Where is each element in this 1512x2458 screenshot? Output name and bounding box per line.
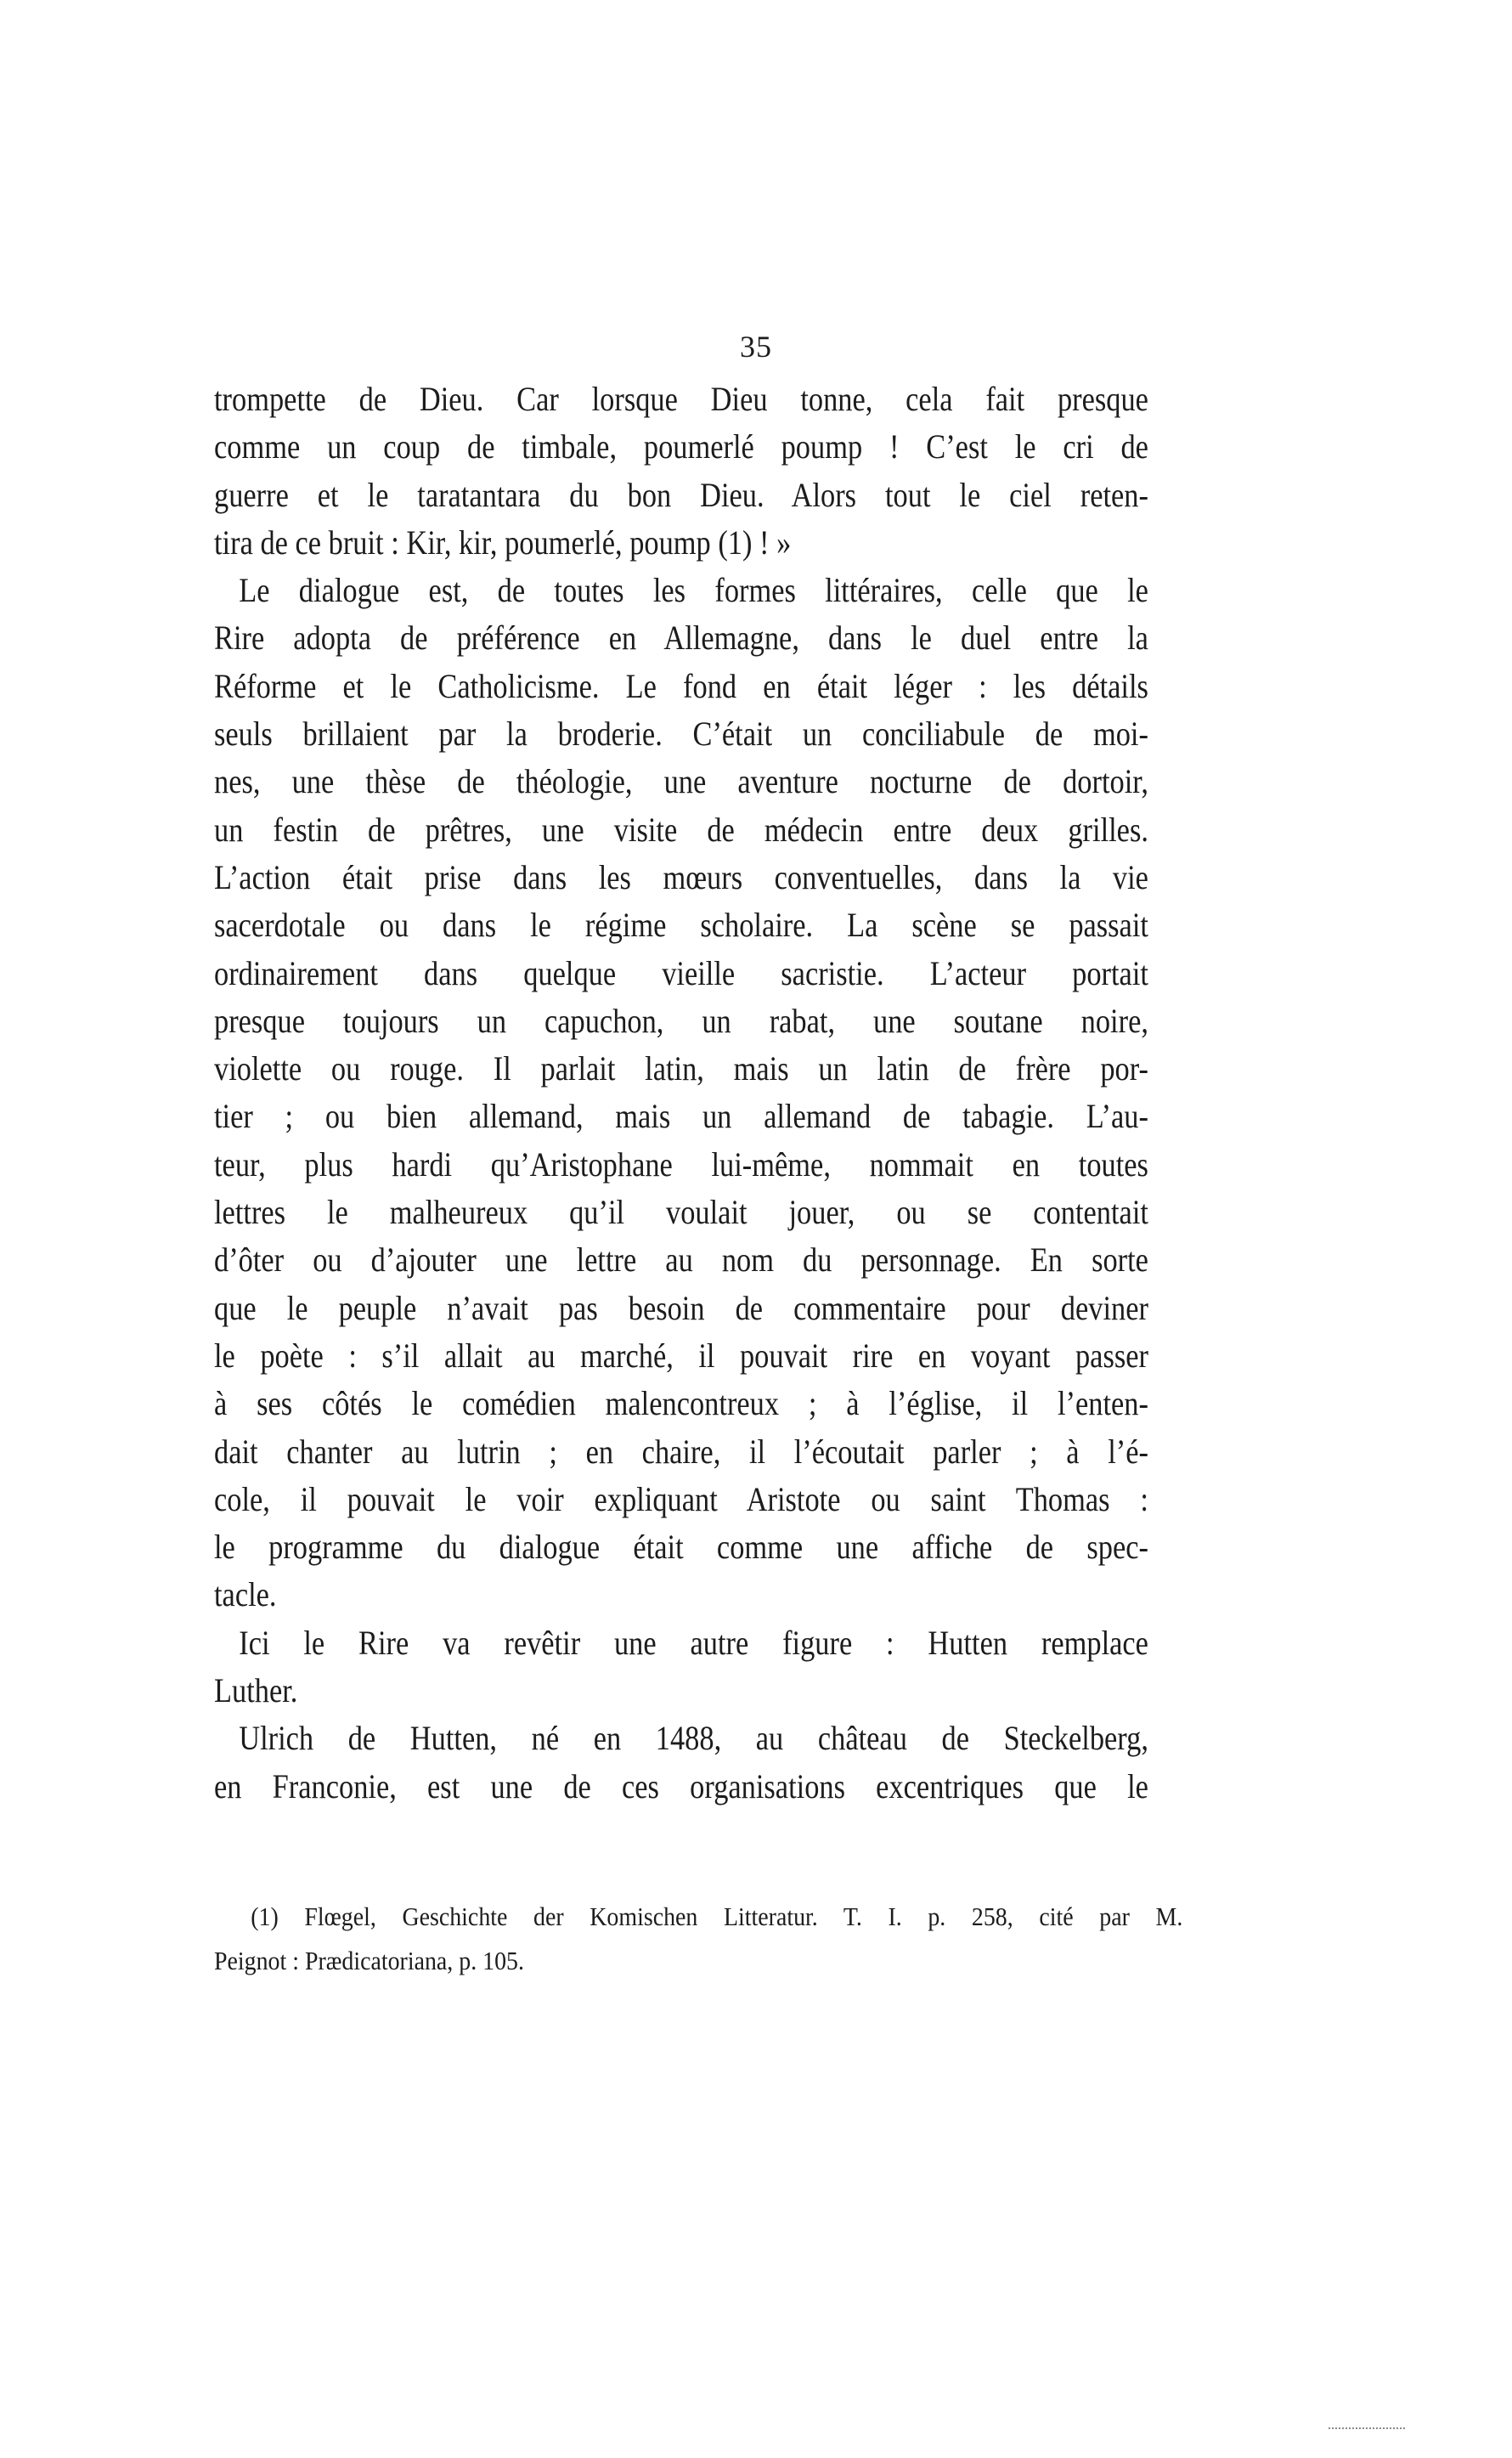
text-line: trompette de Dieu. Car lorsque Dieu tonne, cela fait presque: [214, 380, 1148, 418]
text-line: presque toujours un capuchon, un rabat, une soutane noire,: [214, 1001, 1148, 1040]
text-line: Ulrich de Hutten, né en 1488, au château de Steckelberg,: [239, 1719, 1148, 1758]
text-line: cole, il pouvait le voir expliquant Aristote ou saint Thomas :: [214, 1479, 1148, 1518]
body-text: [214, 376, 1148, 1811]
text-line: le programme du dialogue était comme une affiche de spec-: [214, 1528, 1148, 1567]
text-line: Le dialogue est, de toutes les formes littéraires, celle que le: [239, 571, 1148, 610]
text-line: seuls brillaient par la broderie. C’était un conciliabule de moi-: [214, 715, 1148, 754]
text-line: en Franconie, est une de ces organisations excentriques que le: [214, 1766, 1148, 1805]
footnote-line: (1) Flœgel, Geschichte der Komischen Litteratur. T. I. p. 258, cité par M.: [251, 1901, 1183, 1931]
page-number: 35: [740, 330, 772, 364]
text-line: Rire adopta de préférence en Allemagne, dans le duel entre la: [214, 619, 1148, 658]
text-line: à ses côtés le comédien malencontreux ; à l’église, il l’enten-: [214, 1384, 1148, 1423]
footnote: [214, 1895, 1182, 1983]
text-line: Réforme et le Catholicisme. Le fond en était léger : les détails: [214, 666, 1148, 705]
text-line: un festin de prêtres, une visite de médecin entre deux grilles.: [214, 810, 1148, 849]
text-line: sacerdotale ou dans le régime scholaire. La scène se passait: [214, 906, 1148, 945]
text-line: L’action était prise dans les mœurs conventuelles, dans la vie: [214, 857, 1148, 896]
footnote-line: Peignot : Prædicatoriana, p. 105.: [214, 1946, 524, 1975]
text-line: lettres le malheureux qu’il voulait jouer, ou se contentait: [214, 1193, 1148, 1232]
text-line: le poète : s’il allait au marché, il pouvait rire en voyant passer: [214, 1336, 1148, 1375]
text-line: que le peuple n’avait pas besoin de commentaire pour deviner: [214, 1288, 1148, 1327]
text-line: d’ôter ou d’ajouter une lettre au nom du personnage. En sorte: [214, 1240, 1148, 1280]
text-line: teur, plus hardi qu’Aristophane lui-même, nommait en toutes: [214, 1144, 1148, 1184]
text-line: Ici le Rire va revêtir une autre figure : Hutten remplace: [239, 1623, 1148, 1662]
text-line: Luther.: [214, 1671, 298, 1710]
text-line: tira de ce bruit : Kir, kir, poumerlé, poump (1) ! »: [214, 523, 792, 562]
text-line: ordinairement dans quelque vieille sacristie. L’acteur portait: [214, 953, 1148, 992]
text-line: tacle.: [214, 1575, 277, 1614]
text-line: nes, une thèse de théologie, une aventure nocturne de dortoir,: [214, 762, 1148, 801]
text-line: violette ou rouge. Il parlait latin, mais un latin de frère por-: [214, 1049, 1148, 1088]
text-line: guerre et le taratantara du bon Dieu. Alors tout le ciel reten-: [214, 475, 1148, 514]
text-line: tier ; ou bien allemand, mais un allemand de tabagie. L’au-: [214, 1097, 1148, 1136]
scan-edge-mark: [1329, 2427, 1405, 2431]
text-line: dait chanter au lutrin ; en chaire, il l’écoutait parler ; à l’é-: [214, 1432, 1148, 1471]
text-line: comme un coup de timbale, poumerlé poump ! C’est le cri de: [214, 427, 1148, 466]
